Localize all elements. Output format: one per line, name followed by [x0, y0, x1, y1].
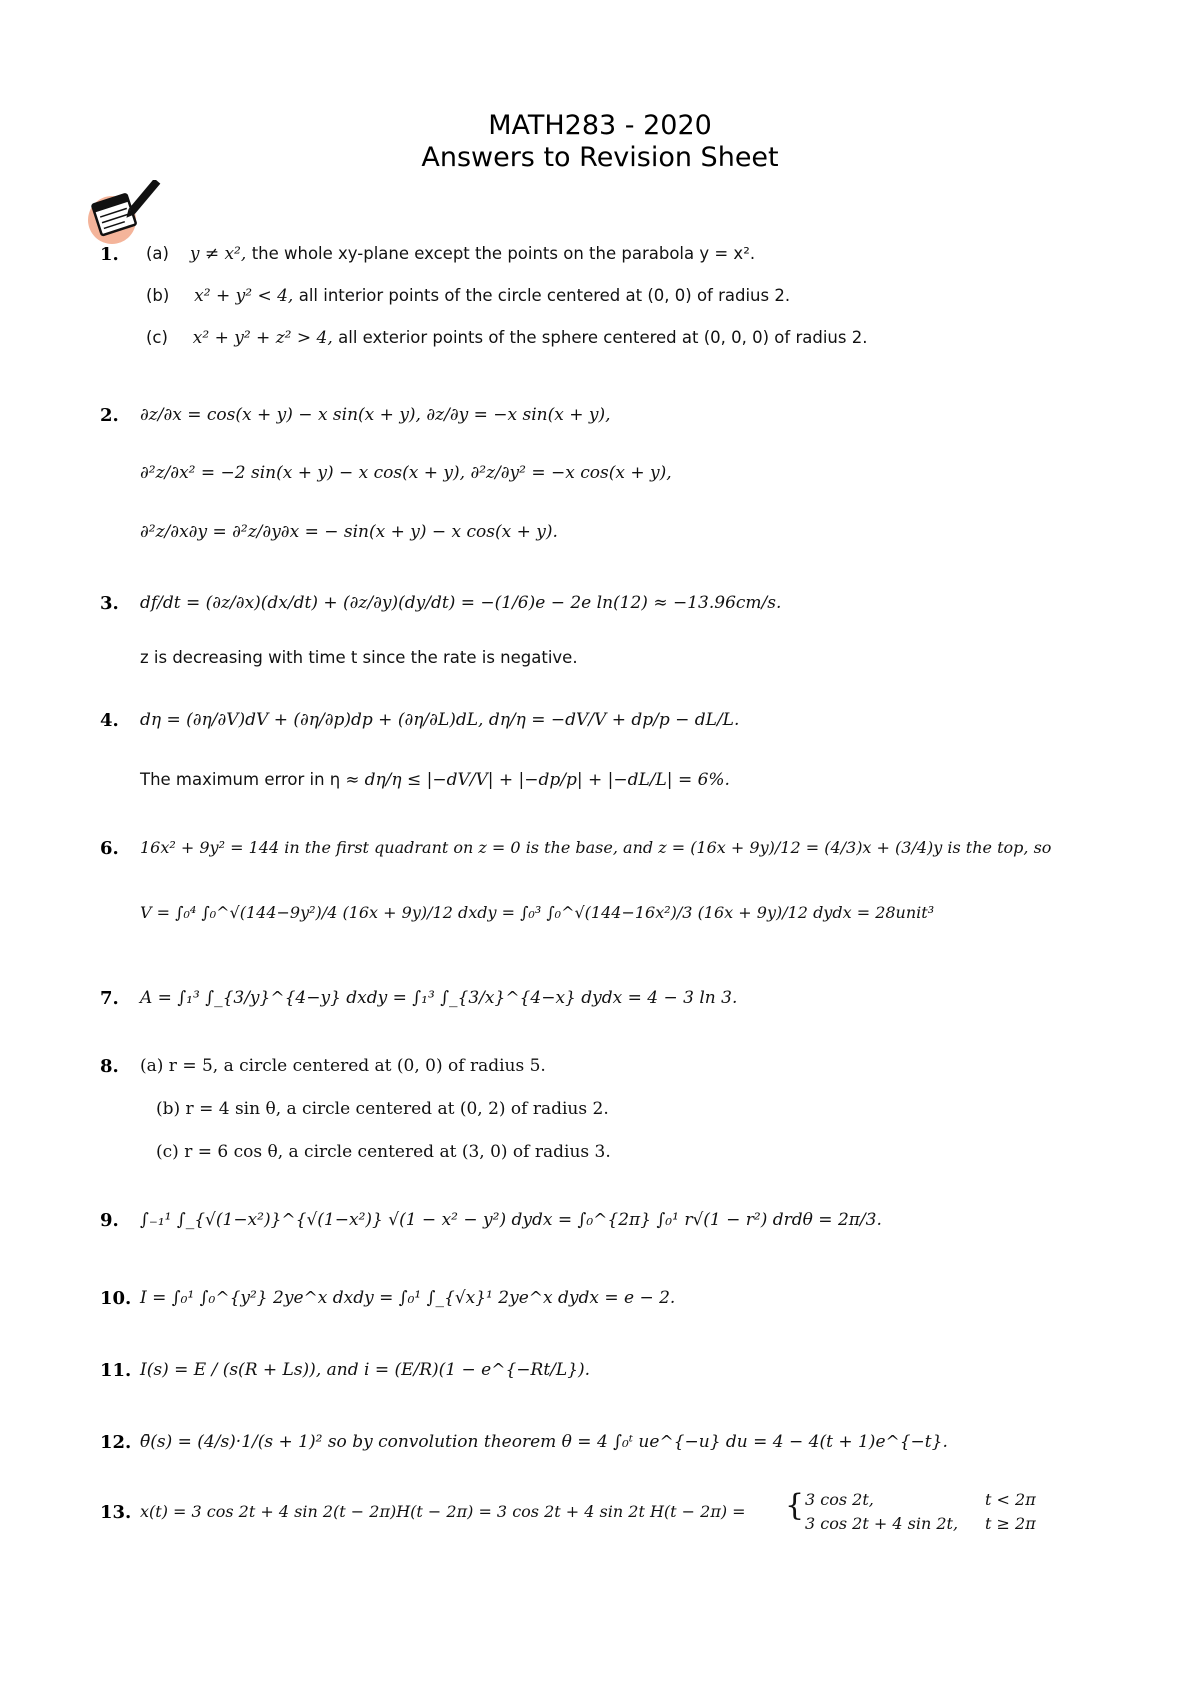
problem-10-number: 10. — [100, 1288, 132, 1309]
problem-6-line-2: V = ∫₀⁴ ∫₀^√(144−9y²)/4 (16x + 9y)/12 dxdy = ∫₀³ ∫₀^√(144−16x²)/3 (16x + 9y)/12 dydx = 28unit³ — [140, 903, 935, 922]
problem-8-number: 8. — [100, 1056, 119, 1077]
problem-7-line-1: A = ∫₁³ ∫_{3/y}^{4−y} dxdy = ∫₁³ ∫_{3/x}^{4−x} dydx = 4 − 3 ln 3. — [140, 988, 738, 1008]
problem-1b-math: x² + y² < 4, — [194, 286, 299, 306]
problem-8b: (b) r = 4 sin θ, a circle centered at (0, 2) of radius 2. — [156, 1099, 609, 1119]
problem-1c-label: (c) — [146, 328, 168, 347]
problem-8a: (a) r = 5, a circle centered at (0, 0) of radius 5. — [140, 1056, 546, 1076]
problem-13-line-1: x(t) = 3 cos 2t + 4 sin 2(t − 2π)H(t − 2π) = 3 cos 2t + 4 sin 2t H(t − 2π) = — [140, 1502, 746, 1521]
problem-7-number: 7. — [100, 988, 119, 1009]
problem-6-line-1: 16x² + 9y² = 144 in the first quadrant on z = 0 is the base, and z = (16x + 9y)/12 = (4/3)x + (3/4)y is the top, so — [140, 838, 1052, 857]
problem-1b-label: (b) — [146, 286, 170, 305]
problem-1c — [146, 328, 867, 348]
problem-11-line-1: I(s) = E / (s(R + Ls)), and i = (E/R)(1 − e^{−Rt/L}). — [140, 1360, 591, 1380]
problem-3-number: 3. — [100, 593, 119, 614]
problem-13-number: 13. — [100, 1502, 132, 1523]
problem-13-case-1: 3 cos 2t, — [805, 1490, 874, 1509]
problem-9-number: 9. — [100, 1210, 119, 1231]
problem-12-number: 12. — [100, 1432, 132, 1453]
problem-3-line-1: df/dt = (∂z/∂x)(dx/dt) + (∂z/∂y)(dy/dt) = −(1/6)e − 2e ln(12) ≈ −13.96cm/s. — [140, 593, 782, 613]
problem-1c-text: all exterior points of the sphere centered at (0, 0, 0) of radius 2. — [338, 328, 868, 347]
problem-1b — [146, 286, 790, 306]
problem-11-number: 11. — [100, 1360, 132, 1381]
problem-13-cond-2: t ≥ 2π — [985, 1514, 1036, 1533]
problem-9-line-1: ∫₋₁¹ ∫_{√(1−x²)}^{√(1−x²)} √(1 − x² − y²) dydx = ∫₀^{2π} ∫₀¹ r√(1 − r²) drdθ = 2π/3. — [140, 1210, 882, 1230]
problem-2-number: 2. — [100, 405, 119, 426]
problem-13-brace: { — [785, 1488, 805, 1523]
problem-13-case-2: 3 cos 2t + 4 sin 2t, — [805, 1514, 959, 1533]
problem-4-line-2-text: The maximum error in η ≈ — [140, 770, 365, 789]
problem-1b-text: all interior points of the circle centered at (0, 0) of radius 2. — [298, 286, 791, 305]
problem-1a-label: (a) — [146, 244, 169, 263]
document-title: MATH283 - 2020 — [488, 110, 712, 141]
problem-6-number: 6. — [100, 838, 119, 859]
problem-1a-math: y ≠ x², — [189, 244, 252, 264]
problem-3-line-2: z is decreasing with time t since the rate is negative. — [140, 648, 578, 667]
problem-4-number: 4. — [100, 710, 119, 731]
problem-1a — [146, 244, 755, 264]
problem-8c: (c) r = 6 cos θ, a circle centered at (3, 0) of radius 3. — [156, 1142, 611, 1162]
problem-1-number: 1. — [100, 244, 119, 265]
problem-10-line-1: I = ∫₀¹ ∫₀^{y²} 2ye^x dxdy = ∫₀¹ ∫_{√x}¹ 2ye^x dydx = e − 2. — [140, 1288, 676, 1308]
problem-12-line-1: θ̄(s) = (4/s)·1/(s + 1)² so by convolution theorem θ = 4 ∫₀ᵗ ue^{−u} du = 4 − 4(t + 1)e^{−t}. — [140, 1432, 948, 1452]
problem-2-line-1: ∂z/∂x = cos(x + y) − x sin(x + y), ∂z/∂y = −x sin(x + y), — [140, 405, 611, 425]
problem-2-line-3: ∂²z/∂x∂y = ∂²z/∂y∂x = − sin(x + y) − x cos(x + y). — [140, 522, 558, 542]
problem-4-line-1: dη = (∂η/∂V)dV + (∂η/∂p)dp + (∂η/∂L)dL, dη/η = −dV/V + dp/p − dL/L. — [140, 710, 740, 730]
document-subtitle: Answers to Revision Sheet — [421, 142, 779, 173]
problem-1c-math: x² + y² + z² > 4, — [192, 328, 339, 348]
problem-4-line-2 — [140, 770, 730, 790]
notepad-pencil-icon — [86, 180, 164, 246]
problem-1a-text: the whole xy-plane except the points on the parabola y = x². — [251, 244, 756, 263]
problem-4-line-2-math: dη/η ≤ |−dV/V| + |−dp/p| + |−dL/L| = 6%. — [364, 770, 730, 790]
problem-13-cond-1: t < 2π — [985, 1490, 1036, 1509]
problem-2-line-2: ∂²z/∂x² = −2 sin(x + y) − x cos(x + y), ∂²z/∂y² = −x cos(x + y), — [140, 463, 672, 483]
